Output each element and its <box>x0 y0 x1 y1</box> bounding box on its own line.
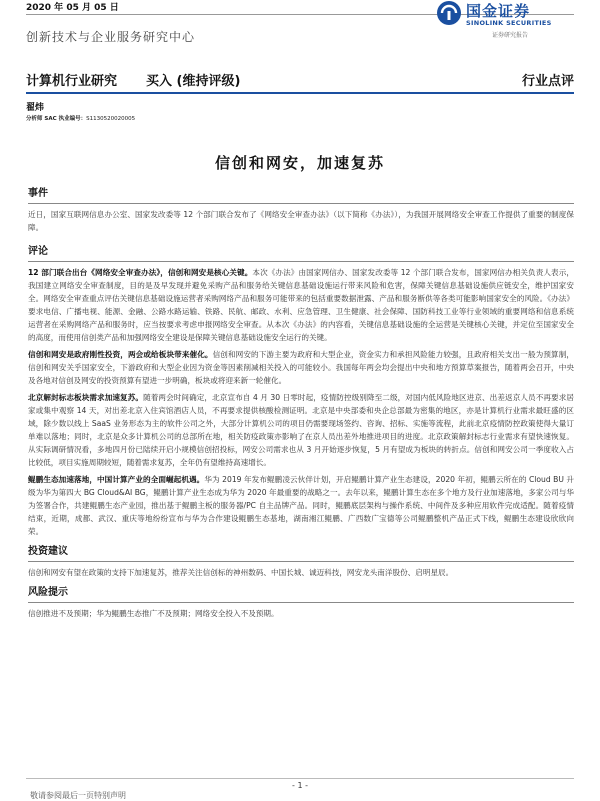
comment-2-text: 信创和网安的下游主要为政府和大型企业，资金实力和承担风险能力较强，且政府相关支出一般为预算制，信创和网安关乎国家安全，下游政府和大型企业因为资金等因素削减相关投入的可能较小。我国每年两会均会提出中央和地方预算草案报告，随着两会召开，中央及各地对信创及网安的投资预算有望进一步明确，板块或将迎来新一轮催化。 <box>28 350 574 385</box>
risk-paragraph: 信创推进不及预期；华为鲲鹏生态推广不及预期；网络安全投入不及预期。 <box>28 609 279 618</box>
title-divider <box>26 92 574 94</box>
rating-label: 买入 (维持评级) <box>146 74 241 89</box>
comment-divider <box>28 261 574 262</box>
comment-3-lead: 北京解封标志板块需求加速复苏。 <box>28 393 144 402</box>
comment-paragraph-2 <box>28 348 574 387</box>
comment-3-text: 随着两会时间确定，北京宣布自 4 月 30 日零时起，疫情防控级别降至二级，对国内低风险地区进京、出差返京人员不再要求居家或集中观察 14 天，对出差北京入住宾馆酒店人员，不再要求提供核酸检测证明。北京是中央部委和央企总部最为密集的地区，亦是计算机行业需求最旺盛的区域，除少数以线上 SaaS 业务形态为主的软件公司之外，大部分计算机公司的项目仍需要现场签约、咨询、招标、实施等流程，此前北京疫情防控政策使得大量订单难以落地；同时，北京是众多计算机公司的总部所在地，相关防疫政策亦影响了在京人员出差外地推进项目的进度。北京政策解封标志行业需求有望快速恢复。从实际调研情况看，多地四月份已陆续开启小规模信创招投标，网安公司需求也从 3 月开始逐步恢复，5 月有望成为板块的转折点。信创和网安公司一季度收入占比较低，项目实施周期较短，随着需求复苏，全年仍有望维持高速增长。 <box>28 393 574 467</box>
sinolink-logo-icon <box>436 0 462 26</box>
comment-paragraph-4 <box>28 473 574 538</box>
page-number: - 1 - <box>292 781 308 790</box>
footer-divider <box>26 778 574 779</box>
logo-chinese-name: 国金证券 <box>466 2 531 20</box>
report-type-label: 行业点评 <box>521 74 574 89</box>
sac-number <box>26 114 135 122</box>
sinolink-logo <box>436 0 576 44</box>
comment-heading: 评论 <box>28 246 48 257</box>
comment-paragraph-1 <box>28 266 574 344</box>
event-paragraph: 近日，国家互联网信息办公室、国家发改委等 12 个部门联合发布了《网络安全审查办法》（以下简称《办法》），为我国开展网络安全审查工作提供了重要的制度保障。 <box>28 210 574 232</box>
sac-value: S1130520020005 <box>86 116 136 122</box>
event-heading: 事件 <box>28 188 48 199</box>
report-date: 2020 年 05 月 05 日 <box>26 3 119 13</box>
event-divider <box>28 203 574 204</box>
risk-heading: 风险提示 <box>28 587 68 598</box>
logo-english-name: SINOLINK SECURITIES <box>466 19 552 27</box>
footer-disclaimer: 敬请参阅最后一页特别声明 <box>30 791 126 800</box>
research-center-name: 创新技术与企业服务研究中心 <box>26 30 196 44</box>
comment-1-text: 本次《办法》由国家网信办、国家发改委等 12 个部门联合发布，国家网信办相关负责人表示，我国建立网络安全审查制度，目的是及早发现并避免采购产品和服务给关键信息基础设施运行带来风险和危害，保障关键信息基础设施供应链安全，维护国家安全。网络安全审查重点评估关键信息基础设施运营者采购网络产品和服务可能带来的包括重要数据泄露、产品和服务断供等各类可能影响国家安全的风险。《办法》要求电信、广播电视、能源、金融、公路水路运输、铁路、民航、邮政、水利、应急管理、卫生健康、社会保障、国防科技工业等行业领域的重要网络和信息系统运营者在采购网络产品和服务时，应当按要求考虑申报网络安全审查。从本次《办法》的内容看，关键信息基础设施的全运营是关键核心关键，并定位至国家安全的高度，而使用信创类产品和加强网络安全建设是保障关键信息基础设施安全运行的关键。 <box>28 268 574 342</box>
report-main-title: 信创和网安，加速复苏 <box>214 154 385 172</box>
risk-divider <box>28 602 574 603</box>
analyst-name: 翟炜 <box>26 103 45 113</box>
industry-label: 计算机行业研究 <box>26 74 118 89</box>
investment-paragraph: 信创和网安有望在政策的支持下加速复苏，推荐关注信创标的神州数码、中国长城、诚迈科技，网安龙头南洋股份、启明星辰。 <box>28 568 454 577</box>
comment-2-lead: 信创和网安是政府刚性投资，两会或给板块带来催化。 <box>28 350 213 359</box>
report-body <box>28 184 574 624</box>
investment-heading: 投资建议 <box>28 546 68 557</box>
comment-1-lead: 12 部门联合出台《网络安全审查办法》，信创和网安是核心关键。 <box>28 268 253 277</box>
logo-subtitle: 证券研究报告 <box>492 32 529 39</box>
comment-4-lead: 鲲鹏生态加速落地，中国计算产业的全面崛起机遇。 <box>28 475 205 484</box>
sac-label: 分析师 SAC 执业编号： <box>26 116 87 122</box>
investment-divider <box>28 561 574 562</box>
comment-4-text: 华为 2019 年发布鲲鹏凌云伙伴计划，开启鲲鹏计算产业生态建设，2020 年初，鲲鹏云所在的 Cloud BU 升级为华为第四大 BG Cloud&AI BG，鲲鹏计算产业生态成为华为 2020 年最重要的战略之一。去年以来，鲲鹏计算生态在多个地方及行业加速落地，多家公司与华为签署合作，共建鲲鹏生态产业园，推出基于鲲鹏主板的服务器/PC 自主品牌产品。同时，鲲鹏底层架构与操作系统、中间件及多种应用软件完成适配。随着疫情结束，近期，成都、武汉、重庆等地纷纷宣布与华为合作建设鲲鹏生态基地，湖南湘江鲲鹏、广西数广宝德等公司鲲鹏整机产品正式下线，鲲鹏生态建设欣欣向荣。 <box>28 475 575 536</box>
comment-paragraph-3 <box>28 391 574 469</box>
report-title-bar <box>26 68 574 90</box>
